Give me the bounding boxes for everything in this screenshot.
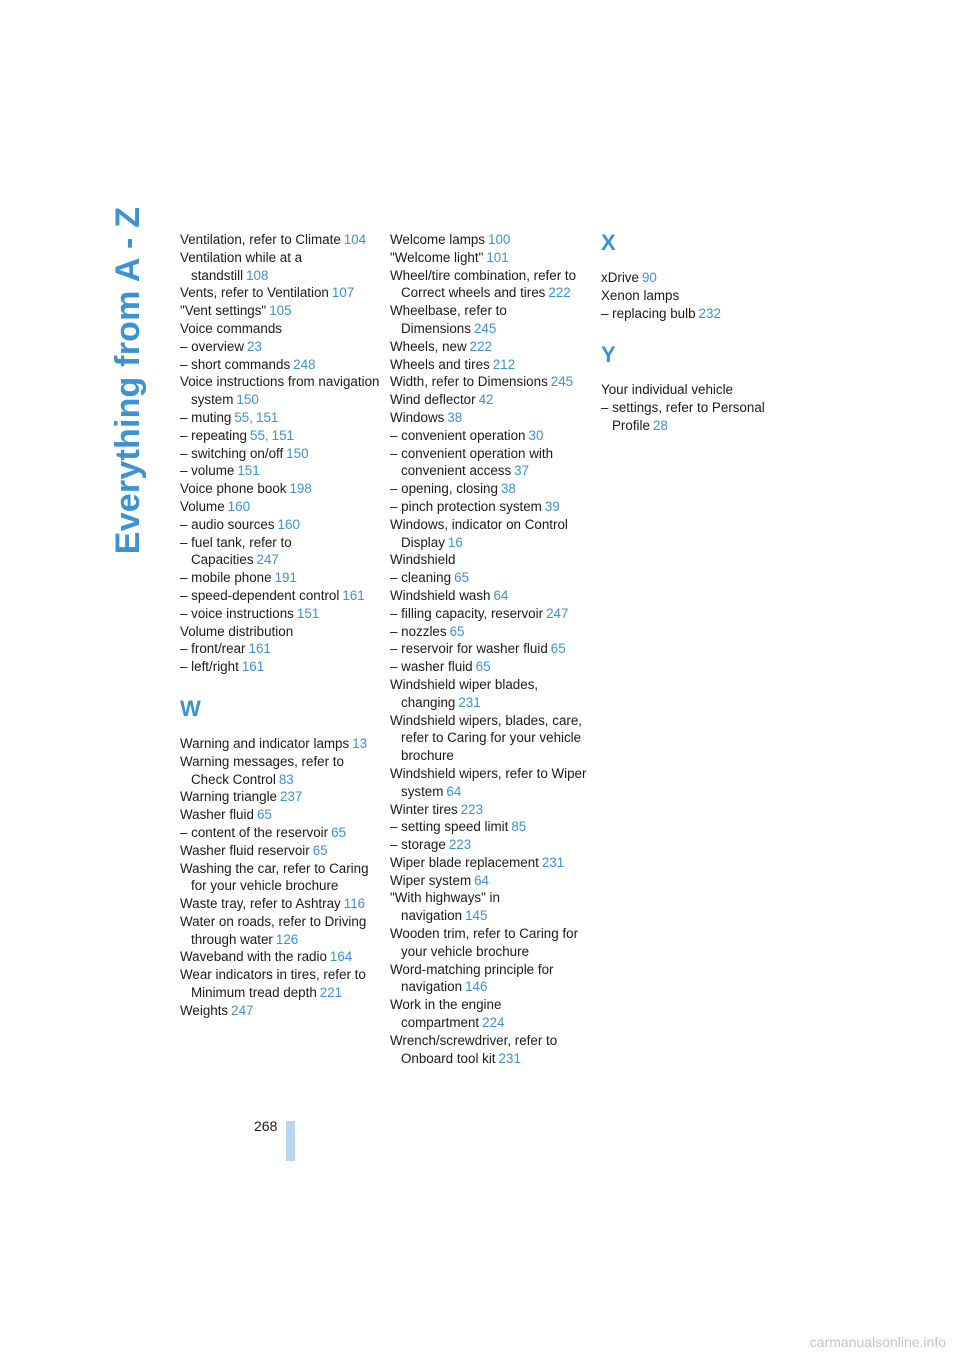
entry-text: – reservoir for washer fluid: [390, 641, 548, 657]
index-entry: [180, 860, 380, 896]
entry-text: Welcome lamps: [390, 232, 486, 247]
page-ref-link[interactable]: 247: [231, 1002, 254, 1018]
page-ref-link[interactable]: 55: [234, 409, 250, 425]
page-ref-link[interactable]: 150: [236, 392, 259, 408]
entry-text: – setting speed limit: [390, 819, 509, 835]
entry-text: Wheelbase, refer to Dimensions: [390, 303, 507, 336]
entry-text: – mobile phone: [180, 570, 272, 586]
index-entry: [390, 249, 590, 267]
page-ref-link[interactable]: 150: [286, 445, 309, 461]
section-letter: Y: [601, 342, 616, 368]
entry-text: "Vent settings": [180, 303, 267, 319]
index-entry: [180, 658, 380, 676]
entry-text: – fuel tank, refer to Capacities: [180, 534, 292, 568]
index-entry: [180, 824, 380, 842]
index-entry: – repeating 55, 151: [180, 427, 294, 443]
page-ref-link[interactable]: 65: [312, 842, 328, 858]
page-ref-link[interactable]: 224: [482, 1015, 505, 1031]
entry-text: Wind deflector: [390, 392, 476, 408]
index-entry: [180, 338, 380, 356]
index-entry: [390, 338, 590, 356]
entry-text: Warning triangle: [180, 789, 278, 805]
index-entry: [390, 1032, 590, 1068]
page-ref-link[interactable]: 101: [486, 249, 509, 265]
entry-text: – short commands: [180, 356, 291, 372]
section-letter: W: [180, 695, 201, 721]
entry-text: Washer fluid: [180, 807, 254, 823]
page-ref-link[interactable]: 23: [247, 338, 262, 354]
page-ref-link[interactable]: 247: [256, 552, 279, 568]
page-ref-link[interactable]: 104: [343, 232, 367, 247]
entry-text: Your individual vehicle: [601, 382, 734, 398]
entry-text: Weights: [180, 1002, 229, 1018]
page-ref-link[interactable]: 212: [492, 356, 516, 372]
index-entry: [180, 735, 380, 753]
entry-text: – muting: [180, 409, 232, 425]
page-ref-link[interactable]: 28: [652, 417, 668, 433]
index-entry: [180, 462, 380, 480]
page-ref-link[interactable]: 222: [469, 338, 492, 354]
page-ref-link[interactable]: 65: [454, 570, 469, 586]
entry-text: Word-matching principle for navigation: [390, 961, 554, 995]
entry-text: Ventilation while at a standstill: [180, 249, 303, 283]
index-entry: [390, 605, 590, 623]
page-ref-link[interactable]: 151: [256, 409, 279, 425]
entry-text: Vents, refer to Ventilation: [180, 285, 329, 301]
side-title: [108, 206, 150, 554]
index-entry: [180, 966, 380, 1002]
index-entry: [390, 302, 590, 338]
index-entry: [390, 889, 590, 925]
page-ref-link[interactable]: 231: [541, 854, 565, 870]
page-ref-link[interactable]: 39: [544, 498, 560, 514]
page-ref-link[interactable]: 13: [352, 735, 368, 751]
index-entry: [601, 269, 801, 287]
watermark: carmanualsonline.info: [809, 1334, 946, 1350]
index-entry: [390, 961, 590, 997]
entry-text: Windows, indicator on Control Display: [390, 516, 568, 550]
entry-text: – speed-dependent control: [180, 587, 340, 603]
entry-text: Windshield: [390, 552, 456, 568]
index-entry: [601, 305, 801, 323]
entry-text: Work in the engine compartment: [390, 997, 502, 1031]
index-entry: [390, 854, 590, 872]
index-entry: [180, 534, 380, 570]
page-ref-link[interactable]: 30: [528, 427, 544, 443]
index-entry: [390, 480, 590, 498]
page-ref-link[interactable]: 64: [474, 872, 490, 888]
entry-text: Volume: [180, 498, 225, 514]
page-ref-link[interactable]: 42: [478, 392, 494, 408]
entry-text: Wear indicators in tires, refer to Minimum tread depth: [180, 967, 366, 1001]
page-ref-link[interactable]: 248: [293, 356, 316, 372]
page-ref-link[interactable]: 64: [493, 587, 509, 603]
index-entry: [180, 445, 380, 463]
entry-text: Wheels and tires: [390, 356, 490, 372]
page-bar: [286, 1121, 295, 1161]
entry-text: Winter tires: [390, 801, 458, 817]
index-column-2: [390, 231, 590, 1067]
entry-text: Volume distribution: [180, 623, 294, 639]
page-ref-link[interactable]: 83: [278, 771, 294, 787]
index-entry: [390, 498, 590, 516]
index-entry: [180, 1002, 380, 1020]
page-ref-link[interactable]: 151: [296, 605, 320, 621]
page-ref-link[interactable]: 107: [331, 285, 355, 301]
index-entry: [180, 623, 380, 641]
index-column-3: [601, 231, 801, 435]
page-ref-link[interactable]: 64: [446, 783, 462, 799]
entry-text: Xenon lamps: [601, 287, 680, 303]
entry-text: – filling capacity, reservoir: [390, 605, 544, 621]
page-ref-link[interactable]: 65: [449, 623, 465, 639]
page-ref-link[interactable]: 161: [241, 659, 265, 675]
index-entry: [180, 913, 380, 949]
index-entry: [180, 842, 380, 860]
entry-text: – cleaning: [390, 570, 452, 586]
page-ref-link[interactable]: 108: [246, 267, 269, 283]
entry-text: – repeating: [180, 427, 248, 443]
index-entry: [180, 587, 380, 605]
index-entry: [180, 284, 380, 302]
entry-text: – washer fluid: [390, 659, 473, 675]
index-entry: [601, 287, 801, 305]
index-entry: [390, 427, 590, 445]
entry-text: Wheels, new: [390, 338, 467, 354]
index-entry: [180, 948, 380, 966]
entry-text: Width, refer to Dimensions: [390, 374, 548, 390]
index-column-1: [180, 231, 380, 1020]
index-entry: [180, 320, 380, 338]
entry-text: Windshield wiper blades, changing: [390, 676, 539, 710]
page-ref-link[interactable]: 223: [460, 801, 484, 817]
page-ref-link[interactable]: 232: [698, 305, 721, 321]
index-entry: [390, 836, 590, 854]
index-entry: [390, 445, 590, 481]
page-ref-link[interactable]: 161: [248, 641, 271, 657]
page-ref-link[interactable]: 37: [514, 463, 530, 479]
entry-text: – switching on/off: [180, 445, 284, 461]
index-entry: [180, 788, 380, 806]
index-entry: [180, 373, 380, 409]
entry-text: Wooden trim, refer to Caring for your vehicle brochure: [390, 926, 579, 959]
entry-text: – volume: [180, 463, 235, 479]
page-ref-link[interactable]: 126: [275, 931, 299, 947]
entry-text: – convenient operation: [390, 427, 526, 443]
index-entry: [180, 640, 380, 658]
index-entry: [180, 498, 380, 516]
page-ref-link[interactable]: 90: [641, 270, 657, 285]
entry-text: Warning messages, refer to Check Control: [180, 753, 344, 787]
entry-text: – replacing bulb: [601, 305, 696, 321]
index-entry: [180, 806, 380, 824]
page-ref-link[interactable]: 100: [488, 232, 511, 247]
index-entry: [390, 516, 590, 552]
entry-text: Voice phone book: [180, 481, 287, 497]
index-entry: [390, 623, 590, 641]
page-ref-link[interactable]: 65: [475, 659, 491, 675]
page-ref-link[interactable]: 65: [550, 641, 566, 657]
page-ref-link[interactable]: 38: [500, 481, 516, 497]
index-entry: [390, 676, 590, 712]
entry-text: – voice instructions: [180, 605, 294, 621]
page-ref-link[interactable]: 231: [498, 1050, 521, 1066]
index-entry: [390, 640, 590, 658]
page-number: 268: [254, 1118, 278, 1134]
entry-text: Wiper system: [390, 872, 472, 888]
page-ref-link[interactable]: 65: [331, 824, 347, 840]
index-entry: [180, 480, 380, 498]
entry-text: Warning and indicator lamps: [180, 735, 350, 751]
index-entry: [180, 605, 380, 623]
entry-text: Waveband with the radio: [180, 949, 327, 965]
entry-text: Windshield wash: [390, 587, 491, 603]
page-ref-link[interactable]: 38: [447, 409, 463, 425]
entry-text: Wrench/screwdriver, refer to Onboard tool kit: [390, 1032, 558, 1066]
entry-text: – audio sources: [180, 516, 275, 532]
index-entry: [601, 399, 801, 435]
page-ref-link[interactable]: 164: [329, 949, 353, 965]
index-entry: [390, 801, 590, 819]
index-entry: [390, 818, 590, 836]
index-entry: [180, 356, 380, 374]
entry-text: – settings, refer to Personal Profile: [601, 400, 765, 433]
page-ref-link[interactable]: 145: [465, 908, 488, 924]
index-entry: [390, 391, 590, 409]
entry-text: Windshield wipers, refer to Wiper system: [390, 765, 587, 799]
index-entry: [390, 765, 590, 801]
index-entry: [390, 409, 590, 427]
index-entry: [390, 569, 590, 587]
entry-text: Washer fluid reservoir: [180, 842, 310, 858]
index-entry: [180, 895, 380, 913]
index-entry: [390, 373, 590, 391]
entry-text: Windows: [390, 409, 445, 425]
index-entry: [180, 249, 380, 285]
entry-text: – nozzles: [390, 623, 447, 639]
page-ref-link[interactable]: 191: [274, 570, 297, 586]
index-entry: [180, 753, 380, 789]
index-entry: [390, 551, 590, 569]
index-entry: – muting 55, 151: [180, 409, 279, 425]
index-entry: [180, 231, 380, 249]
index-entry: [390, 872, 590, 890]
entry-text: Wheel/tire combination, refer to Correct wheels and tires: [390, 267, 577, 301]
entry-text: Water on roads, refer to Driving through water: [180, 913, 367, 947]
index-entry: [180, 516, 380, 534]
page-ref-link[interactable]: 105: [269, 303, 292, 319]
entry-text: Washing the car, refer to Caring for your vehicle brochure: [180, 860, 369, 894]
index-entry: [390, 267, 590, 303]
entry-text: "With highways" in navigation: [390, 890, 500, 924]
page-ref-link[interactable]: 16: [447, 534, 463, 550]
index-entry: [390, 925, 590, 961]
page-ref-link[interactable]: 151: [271, 427, 294, 443]
page-ref-link[interactable]: 223: [448, 837, 472, 853]
index-entry: [390, 356, 590, 374]
entry-text: Voice instructions from navigation system: [180, 374, 380, 408]
entry-text: – front/rear: [180, 641, 246, 657]
entry-text: – overview: [180, 338, 245, 354]
page-ref-link[interactable]: 237: [280, 789, 303, 805]
index-entry: [180, 569, 380, 587]
entry-text: Windshield wipers, blades, care, refer to Caring for your vehicle brochure: [390, 712, 583, 764]
page-ref-link[interactable]: 55: [250, 427, 265, 443]
page-ref-link[interactable]: 151: [237, 463, 260, 479]
entry-text: – pinch protection system: [390, 498, 542, 514]
entry-text: – storage: [390, 837, 446, 853]
page-ref-link[interactable]: 247: [546, 605, 569, 621]
index-entry: [390, 231, 590, 249]
page-ref-link[interactable]: 221: [319, 985, 343, 1001]
page-ref-link[interactable]: 222: [548, 285, 571, 301]
page-ref-link[interactable]: 65: [256, 807, 272, 823]
index-entry: [390, 658, 590, 676]
entry-text: – convenient operation with convenient access: [390, 445, 554, 479]
index-entry: [601, 381, 801, 399]
page-ref-link[interactable]: 160: [227, 498, 251, 514]
entry-text: Waste tray, refer to Ashtray: [180, 896, 341, 912]
page-ref-link[interactable]: 245: [550, 374, 574, 390]
entry-text: – content of the reservoir: [180, 824, 329, 840]
index-entry: [390, 712, 590, 765]
index-entry: [180, 302, 380, 320]
page-ref-link[interactable]: 85: [511, 819, 527, 835]
page-ref-link[interactable]: 146: [465, 979, 488, 995]
page-ref-link[interactable]: 198: [289, 481, 312, 497]
entry-text: Ventilation, refer to Climate: [180, 232, 341, 247]
section-letter: X: [601, 230, 616, 255]
entry-text: Voice commands: [180, 320, 282, 336]
entry-text: – left/right: [180, 659, 239, 675]
page-ref-link[interactable]: 245: [473, 320, 497, 336]
index-entry: [390, 996, 590, 1032]
page-ref-link[interactable]: 160: [277, 516, 300, 532]
entry-text: xDrive: [601, 270, 639, 285]
side-title-text: Everything from A - Z: [109, 206, 148, 554]
entry-text: "Welcome light": [390, 249, 484, 265]
page-ref-link[interactable]: 116: [343, 896, 366, 912]
page-ref-link[interactable]: 231: [458, 694, 481, 710]
entry-text: Wiper blade replacement: [390, 854, 539, 870]
index-entry: [390, 587, 590, 605]
entry-text: – opening, closing: [390, 481, 498, 497]
page-ref-link[interactable]: 161: [342, 587, 365, 603]
